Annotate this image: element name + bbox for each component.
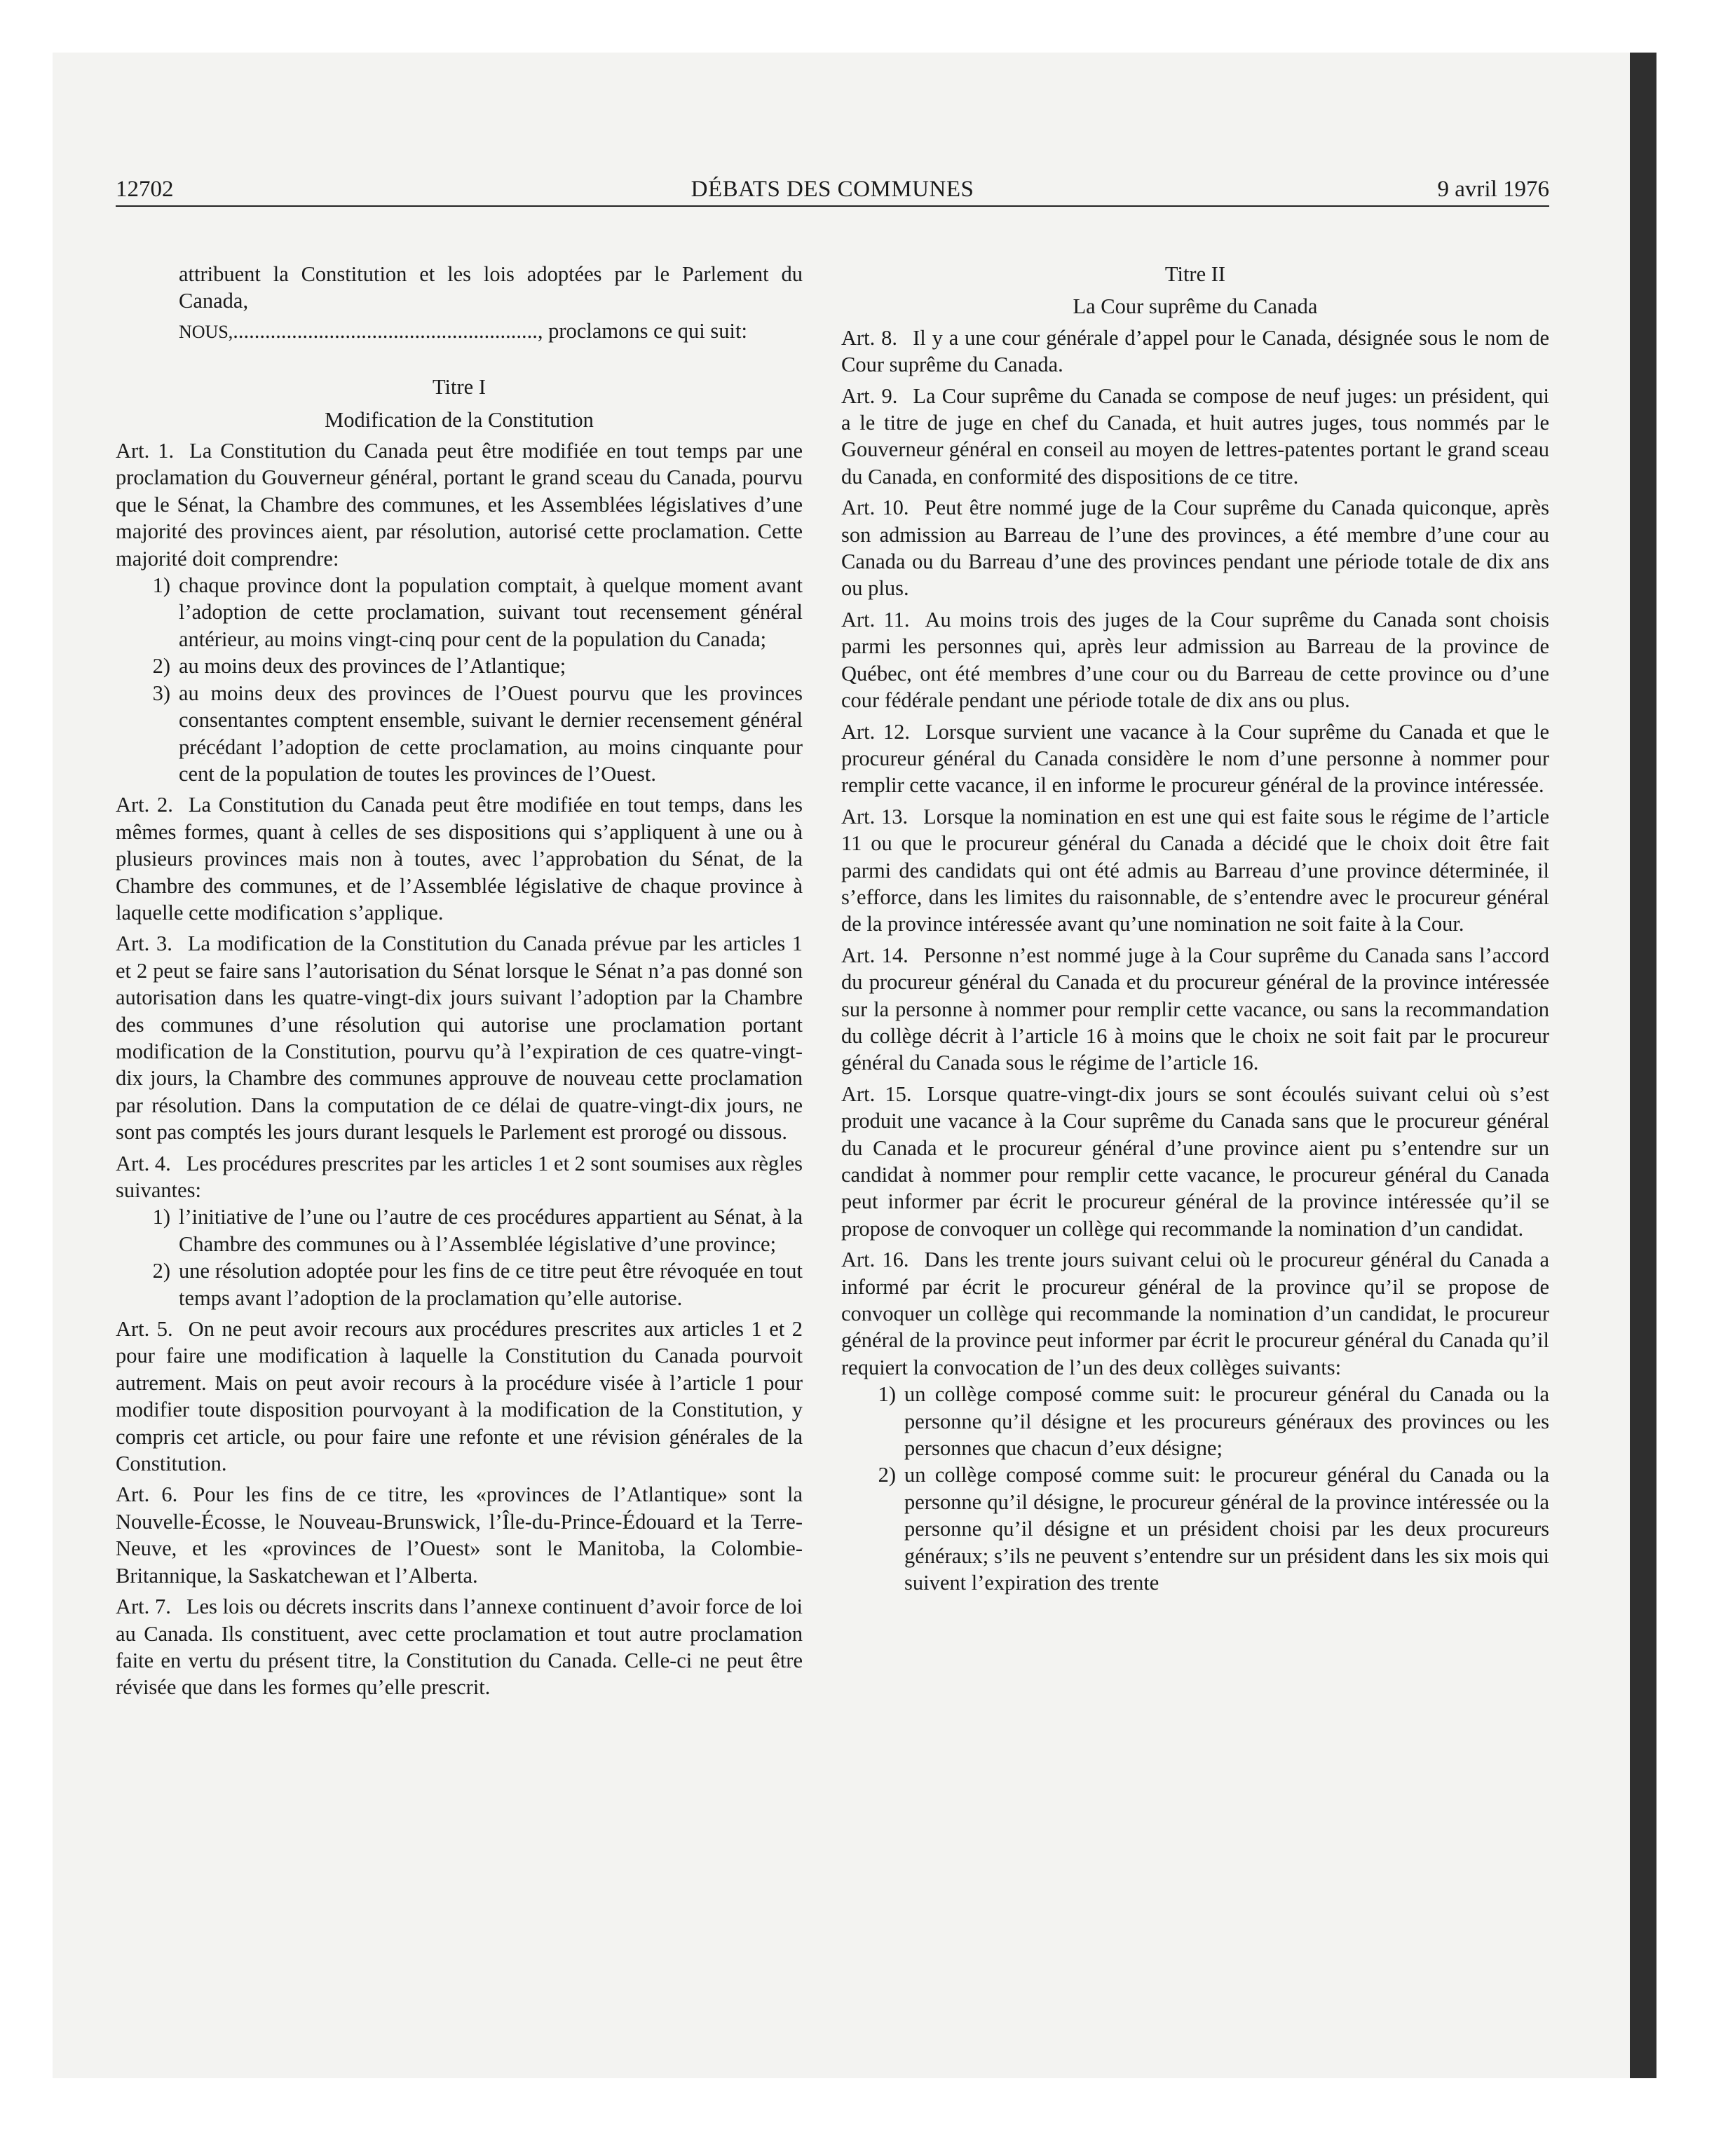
article-label: Art. 16. — [841, 1248, 909, 1272]
article-text: Les lois ou décrets inscrits dans l’annexe continuent d’avoir force de loi au Canada. Ils constituent, avec cette proclamation et tout autre proclamation faite en vertu du présent titre, la Constitution du Canada. Celle-ci ne peut être révisée que dans les formes qu’elle prescrit. — [116, 1595, 803, 1700]
list-number: 2) — [152, 654, 170, 678]
article-text: Lorsque survient une vacance à la Cour suprême du Canada et que le procureur général du Canada considère le nom d’une personne à nommer pour remplir cette vacance, il en informe le procureur général de la province intéressée. — [841, 719, 1549, 798]
list-text: l’initiative de l’une ou l’autre de ces procédures appartient au Sénat, à la Chambre des communes ou à l’Assemblée législative d’une province; — [179, 1205, 803, 1256]
scan-edge-shadow — [1630, 53, 1656, 2078]
nous-label: NOUS, — [179, 321, 233, 342]
article-text: Personne n’est nommé juge à la Cour suprême du Canada sans l’accord du procureur général du Canada et du procureur général de la province intéressée sur la personne à nommer pour remplir cette vacance, ou sans la recommandation du collège décrit à l’article 16 à moins que le choix ne soit fait par le procureur général du Canada sous le régime de l’article 16. — [841, 943, 1549, 1075]
list-number: 2) — [878, 1463, 896, 1487]
titre-heading: Titre II — [1164, 262, 1226, 286]
article-label: Art. 12. — [841, 719, 911, 744]
article-text: La Constitution du Canada peut être modifiée en tout temps, dans les mêmes formes, quant à celles de ses dispositions qui s’appliquent à une ou à plusieurs provinces mais non à toutes, avec l’approbation du Sénat, de la Chambre des communes, et de l’Assemblée législative de chaque province à laquelle cette modification s’applique. — [116, 793, 803, 925]
article-9 — [841, 383, 1549, 491]
article-label: Art. 1. — [116, 439, 175, 463]
article-6 — [116, 1481, 803, 1589]
article-label: Art. 11. — [841, 607, 910, 632]
article-label: Art. 13. — [841, 804, 909, 828]
article-label: Art. 15. — [841, 1082, 912, 1106]
list-item — [841, 1381, 1549, 1461]
list-number: 1) — [152, 1205, 170, 1229]
proclamation-line — [116, 318, 803, 346]
article-4 — [116, 1150, 803, 1204]
article-15 — [841, 1081, 1549, 1242]
article-3 — [116, 930, 803, 1145]
list-number: 1) — [878, 1382, 896, 1407]
article-label: Art. 14. — [841, 943, 909, 967]
article-14 — [841, 942, 1549, 1077]
article-text: Peut être nommé juge de la Cour suprême du Canada quiconque, après son admission au Barreau de l’une des provinces, a été membre d’une cour au Canada ou du Barreau d’une des provinces pendant une période totale de dix ans ou plus. — [841, 496, 1549, 601]
list-item — [116, 1203, 803, 1257]
right-column — [841, 261, 1549, 1597]
article-13 — [841, 803, 1549, 938]
article-text: Lorsque quatre-vingt-dix jours se sont écoulés suivant celui où s’est produit une vacance à la Cour suprême du Canada sans que le procureur général du Canada et le procureur général d’une province aient pu s’entendre sur un candidat à nommer pour remplir cette vacance, le procureur général du Canada peut informer par écrit le procureur général de la province intéressée qu’il se propose de convoquer un collège qui recommande la nomination d’un candidat. — [841, 1082, 1549, 1241]
list-text: au moins deux des provinces de l’Ouest pourvu que les provinces consentantes comptent ensemble, suivant le dernier recensement général précédant l’adoption de cette proclamation, au moins cinquante pour cent de la population de toutes les provinces de l’Ouest. — [179, 681, 803, 786]
list-item — [116, 1257, 803, 1311]
article-12 — [841, 718, 1549, 799]
article-8 — [841, 325, 1549, 378]
article-text: Dans les trente jours suivant celui où le procureur général du Canada a informé par écrit le procureur général de la province qu’il se propose de convoquer un collège qui recommande la nomination d’un candidat, le procureur général de la province peut informer par écrit le procureur général du Canada qu’il requiert la convocation de l’un des deux collèges suivants: — [841, 1248, 1549, 1379]
list-item — [841, 1461, 1549, 1596]
titre-heading: Titre I — [433, 375, 486, 400]
page-number: 12702 — [116, 177, 174, 202]
article-text: La Cour suprême du Canada se compose de neuf juges: un président, qui a le titre de juge en chef du Canada, et huit autres juges, tous nommés par le Gouverneur général en conseil au moyen de lettres-patentes portant le grand sceau du Canada, en conformité des dispositions de ce titre. — [841, 383, 1549, 489]
article-label: Art. 7. — [116, 1595, 171, 1619]
article-5 — [116, 1316, 803, 1477]
list-number: 3) — [152, 681, 170, 705]
article-text: La Constitution du Canada peut être modifiée en tout temps par une proclamation du Gouverneur général, portant le grand sceau du Canada, pourvu que le Sénat, la Chambre des communes, et les Assemblées législatives d’une majorité des provinces aient, par résolution, autorisé cette proclamation. Cette majorité doit comprendre: — [116, 439, 803, 571]
article-label: Art. 5. — [116, 1317, 173, 1342]
intro-text: attribuent la Constitution et les lois adoptées par le Parlement du Canada, — [179, 262, 803, 313]
article-text: La modification de la Constitution du Canada prévue par les articles 1 et 2 peut se faire sans l’autorisation du Sénat lorsque le Sénat n’a pas donné son autorisation dans les quatre-vingt-dix jours suivant l’adoption par la Chambre des communes d’une résolution qui autorise une proclamation portant modification de la Constitution, pourvu qu’à l’expiration de ces quatre-vingt-dix jours, la Chambre des communes approuve de nouveau cette proclamation par résolution. Dans la computation de ce délai de quatre-vingt-dix jours, ne sont pas comptés les jours durant lesquels le Parlement est prorogé ou dissous. — [116, 932, 803, 1145]
list-text: une résolution adoptée pour les fins de ce titre peut être révoquée en tout temps avant l’adoption de la proclamation qu’elle autorise. — [179, 1259, 803, 1310]
list-text: un collège composé comme suit: le procureur général du Canada ou la personne qu’il désigne, le procureur général de la province intéressée ou la personne qu’il désigne et un président choisi par les deux procureurs généraux; s’ils ne peuvent s’entendre sur un président dans les six mois qui suivent l’expiration des trente — [904, 1463, 1549, 1595]
article-text: Au moins trois des juges de la Cour suprême du Canada sont choisis parmi les personnes qui, après leur admission au Barreau de la province de Québec, ont été membres d’une cour ou du Barreau de cette province ou d’une cour fédérale pendant une période totale de dix ans ou plus. — [841, 607, 1549, 713]
article-text: Pour les fins de ce titre, les «provinces de l’Atlantique» sont la Nouvelle-Écosse, le Nouveau-Brunswick, l’Île-du-Prince-Édouard et la Terre-Neuve, et les «provinces de l’Ouest» sont le Manitoba, la Colombie-Britannique, la Saskatchewan et l’Alberta. — [116, 1482, 803, 1588]
publication-title: DÉBATS DES COMMUNES — [690, 177, 974, 202]
article-label: Art. 8. — [841, 325, 898, 350]
list-text: au moins deux des provinces de l’Atlantique; — [179, 654, 566, 678]
titre-subheading: Modification de la Constitution — [325, 407, 594, 432]
header-rule — [116, 205, 1549, 207]
article-text: Les procédures prescrites par les articles 1 et 2 sont soumises aux règles suivantes: — [116, 1151, 803, 1202]
article-label: Art. 9. — [841, 383, 898, 408]
list-number: 2) — [152, 1259, 170, 1283]
article-label: Art. 4. — [116, 1151, 171, 1175]
list-text: chaque province dont la population comptait, à quelque moment avant l’adoption de cette proclamation, suivant tout recensement général antérieur, au moins vingt-cinq pour cent de la population du Canada; — [179, 573, 803, 651]
list-item — [116, 572, 803, 653]
list-item — [116, 653, 803, 679]
list-item — [116, 680, 803, 788]
article-label: Art. 10. — [841, 496, 909, 520]
proclamation-text: ........................................................., proclamons ce qui suit: — [233, 318, 747, 343]
titre-subheading: La Cour suprême du Canada — [1073, 294, 1318, 319]
left-column — [116, 261, 803, 1701]
article-text: On ne peut avoir recours aux procédures prescrites aux articles 1 et 2 pour faire une modification à laquelle la Constitution du Canada pourvoit autrement. Mais on peut avoir recours à la procédure visée à l’article 1 pour modifier toute disposition pourvoyant à la modification de la Constitution, y compris cet article, ou pour faire une refonte et une révision générales de la Constitution. — [116, 1317, 803, 1476]
page-header — [116, 172, 1549, 207]
article-text: Lorsque la nomination en est une qui est faite sous le régime de l’article 11 ou que le procureur général du Canada a décidé que le choix doit être fait parmi des candidats qui ont été admis au Barreau d’une province déterminée, il s’efforce, dans les limites du raisonnable, de s’entendre avec le procureur général de la province intéressée avant qu’une nomination ne soit faite à la Cour. — [841, 804, 1549, 936]
article-2 — [116, 791, 803, 926]
article-16 — [841, 1246, 1549, 1381]
article-label: Art. 6. — [116, 1482, 178, 1507]
article-1 — [116, 437, 803, 572]
article-7 — [116, 1593, 803, 1701]
list-text: un collège composé comme suit: le procureur général du Canada ou la personne qu’il désigne et les procureurs généraux des provinces ou les personnes que chacun d’eux désigne; — [904, 1382, 1549, 1461]
article-11 — [841, 606, 1549, 714]
article-10 — [841, 494, 1549, 602]
list-number: 1) — [152, 573, 170, 598]
article-label: Art. 3. — [116, 932, 172, 956]
article-label: Art. 2. — [116, 793, 173, 817]
publication-date: 9 avril 1976 — [1437, 177, 1549, 202]
article-text: Il y a une cour générale d’appel pour le Canada, désignée sous le nom de Cour suprême du Canada. — [841, 325, 1549, 377]
